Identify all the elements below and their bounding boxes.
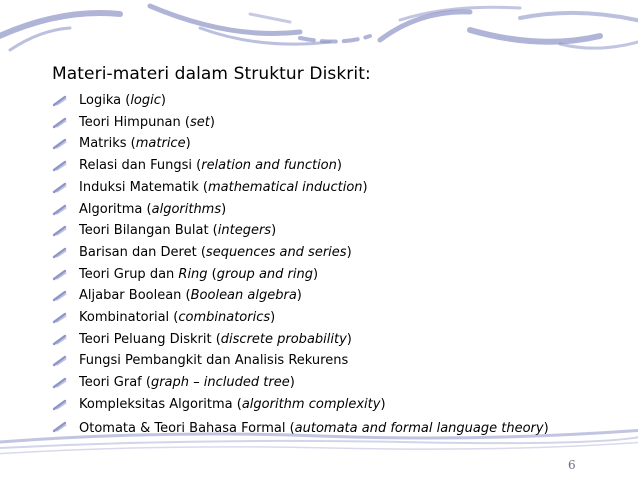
pencil-stroke-icon bbox=[52, 399, 68, 411]
item-term: automata and formal language theory bbox=[294, 420, 544, 436]
list-item bbox=[52, 177, 592, 199]
pencil-stroke-icon bbox=[52, 225, 68, 237]
list-item bbox=[52, 112, 592, 134]
pencil-stroke-icon bbox=[52, 269, 68, 281]
item-close: ) bbox=[362, 179, 368, 195]
item-term: sequences and series bbox=[205, 244, 347, 260]
item-term: matrice bbox=[135, 136, 186, 152]
item-term: integers bbox=[217, 223, 272, 239]
item-close: ) bbox=[296, 288, 302, 304]
item-close: ) bbox=[160, 93, 166, 108]
item-close: ) bbox=[271, 223, 277, 239]
item-close: ) bbox=[346, 331, 352, 347]
list-item bbox=[52, 285, 592, 307]
list-item bbox=[52, 242, 592, 264]
item-text: Logika ( bbox=[79, 93, 131, 108]
list-item bbox=[52, 394, 592, 416]
pencil-stroke-icon bbox=[52, 117, 68, 129]
topic-list bbox=[52, 90, 592, 439]
item-text: Aljabar Boolean ( bbox=[79, 288, 191, 304]
item-text: Kompleksitas Algoritma ( bbox=[79, 396, 242, 412]
item-close: ) bbox=[185, 136, 191, 152]
list-item bbox=[52, 90, 592, 112]
list-item bbox=[52, 199, 592, 221]
item-close: ) bbox=[346, 244, 352, 260]
item-close: ) bbox=[270, 310, 276, 326]
item-close: ) bbox=[312, 266, 319, 282]
item-term: graph – included tree bbox=[150, 375, 290, 391]
list-item bbox=[52, 155, 592, 177]
list-item bbox=[52, 350, 592, 372]
list-item bbox=[52, 220, 592, 242]
item-term: logic bbox=[130, 93, 161, 108]
pencil-stroke-icon bbox=[52, 334, 68, 346]
item-close: ) bbox=[380, 396, 386, 412]
decorative-top-border bbox=[0, 0, 638, 60]
list-item bbox=[52, 133, 592, 155]
pencil-stroke-icon bbox=[52, 247, 68, 259]
item-text: Algoritma ( bbox=[79, 201, 152, 217]
item-term: Ring bbox=[178, 266, 208, 282]
item-term: discrete probability bbox=[220, 331, 347, 347]
list-item bbox=[52, 329, 592, 351]
item-term: algorithms bbox=[151, 201, 222, 217]
slide-heading: Materi-materi dalam Struktur Diskrit: bbox=[52, 64, 371, 84]
item-term: combinatorics bbox=[178, 310, 271, 326]
item-term: relation and function bbox=[201, 158, 337, 174]
item-text: Teori Peluang Diskrit ( bbox=[79, 331, 221, 347]
item-mid: ( bbox=[207, 266, 217, 282]
pencil-stroke-icon bbox=[52, 95, 68, 107]
item-text: Teori Himpunan ( bbox=[79, 114, 190, 130]
pencil-stroke-icon bbox=[52, 312, 68, 324]
item-text: Relasi dan Fungsi ( bbox=[79, 158, 202, 174]
item-close: ) bbox=[336, 158, 342, 174]
item-close: ) bbox=[209, 114, 215, 130]
pencil-stroke-icon bbox=[52, 377, 68, 389]
item-text: Fungsi Pembangkit dan Analisis Rekurens bbox=[79, 353, 349, 369]
pencil-stroke-icon bbox=[52, 204, 68, 216]
item-term: set bbox=[189, 114, 210, 130]
slide-content bbox=[52, 62, 592, 439]
list-item bbox=[52, 372, 592, 394]
pencil-stroke-icon bbox=[52, 290, 68, 302]
item-term-2: group and ring bbox=[216, 266, 313, 282]
item-term: mathematical induction bbox=[207, 179, 363, 195]
item-text: Induksi Matematik ( bbox=[79, 179, 208, 195]
pencil-stroke-icon bbox=[52, 160, 68, 172]
pencil-stroke-icon bbox=[52, 182, 68, 194]
item-term: Boolean algebra bbox=[190, 288, 297, 304]
item-text: Teori Graf ( bbox=[79, 375, 151, 391]
item-text: Kombinatorial ( bbox=[79, 310, 179, 326]
item-close: ) bbox=[289, 375, 295, 391]
item-text: Barisan dan Deret ( bbox=[79, 244, 206, 260]
list-item bbox=[52, 307, 592, 329]
item-text: Teori Bilangan Bulat ( bbox=[79, 223, 218, 239]
item-text: Matriks ( bbox=[79, 136, 136, 152]
pencil-stroke-icon bbox=[52, 355, 68, 367]
item-close: ) bbox=[221, 201, 227, 217]
pencil-stroke-icon bbox=[52, 138, 68, 150]
item-close: ) bbox=[543, 420, 549, 436]
list-item bbox=[52, 264, 592, 286]
decorative-bottom-border bbox=[0, 420, 638, 479]
item-text: Otomata & Teori Bahasa Formal ( bbox=[79, 420, 295, 436]
item-term: algorithm complexity bbox=[241, 396, 381, 412]
page-number: 6 bbox=[568, 458, 576, 472]
item-text: Teori Grup dan bbox=[79, 266, 179, 282]
